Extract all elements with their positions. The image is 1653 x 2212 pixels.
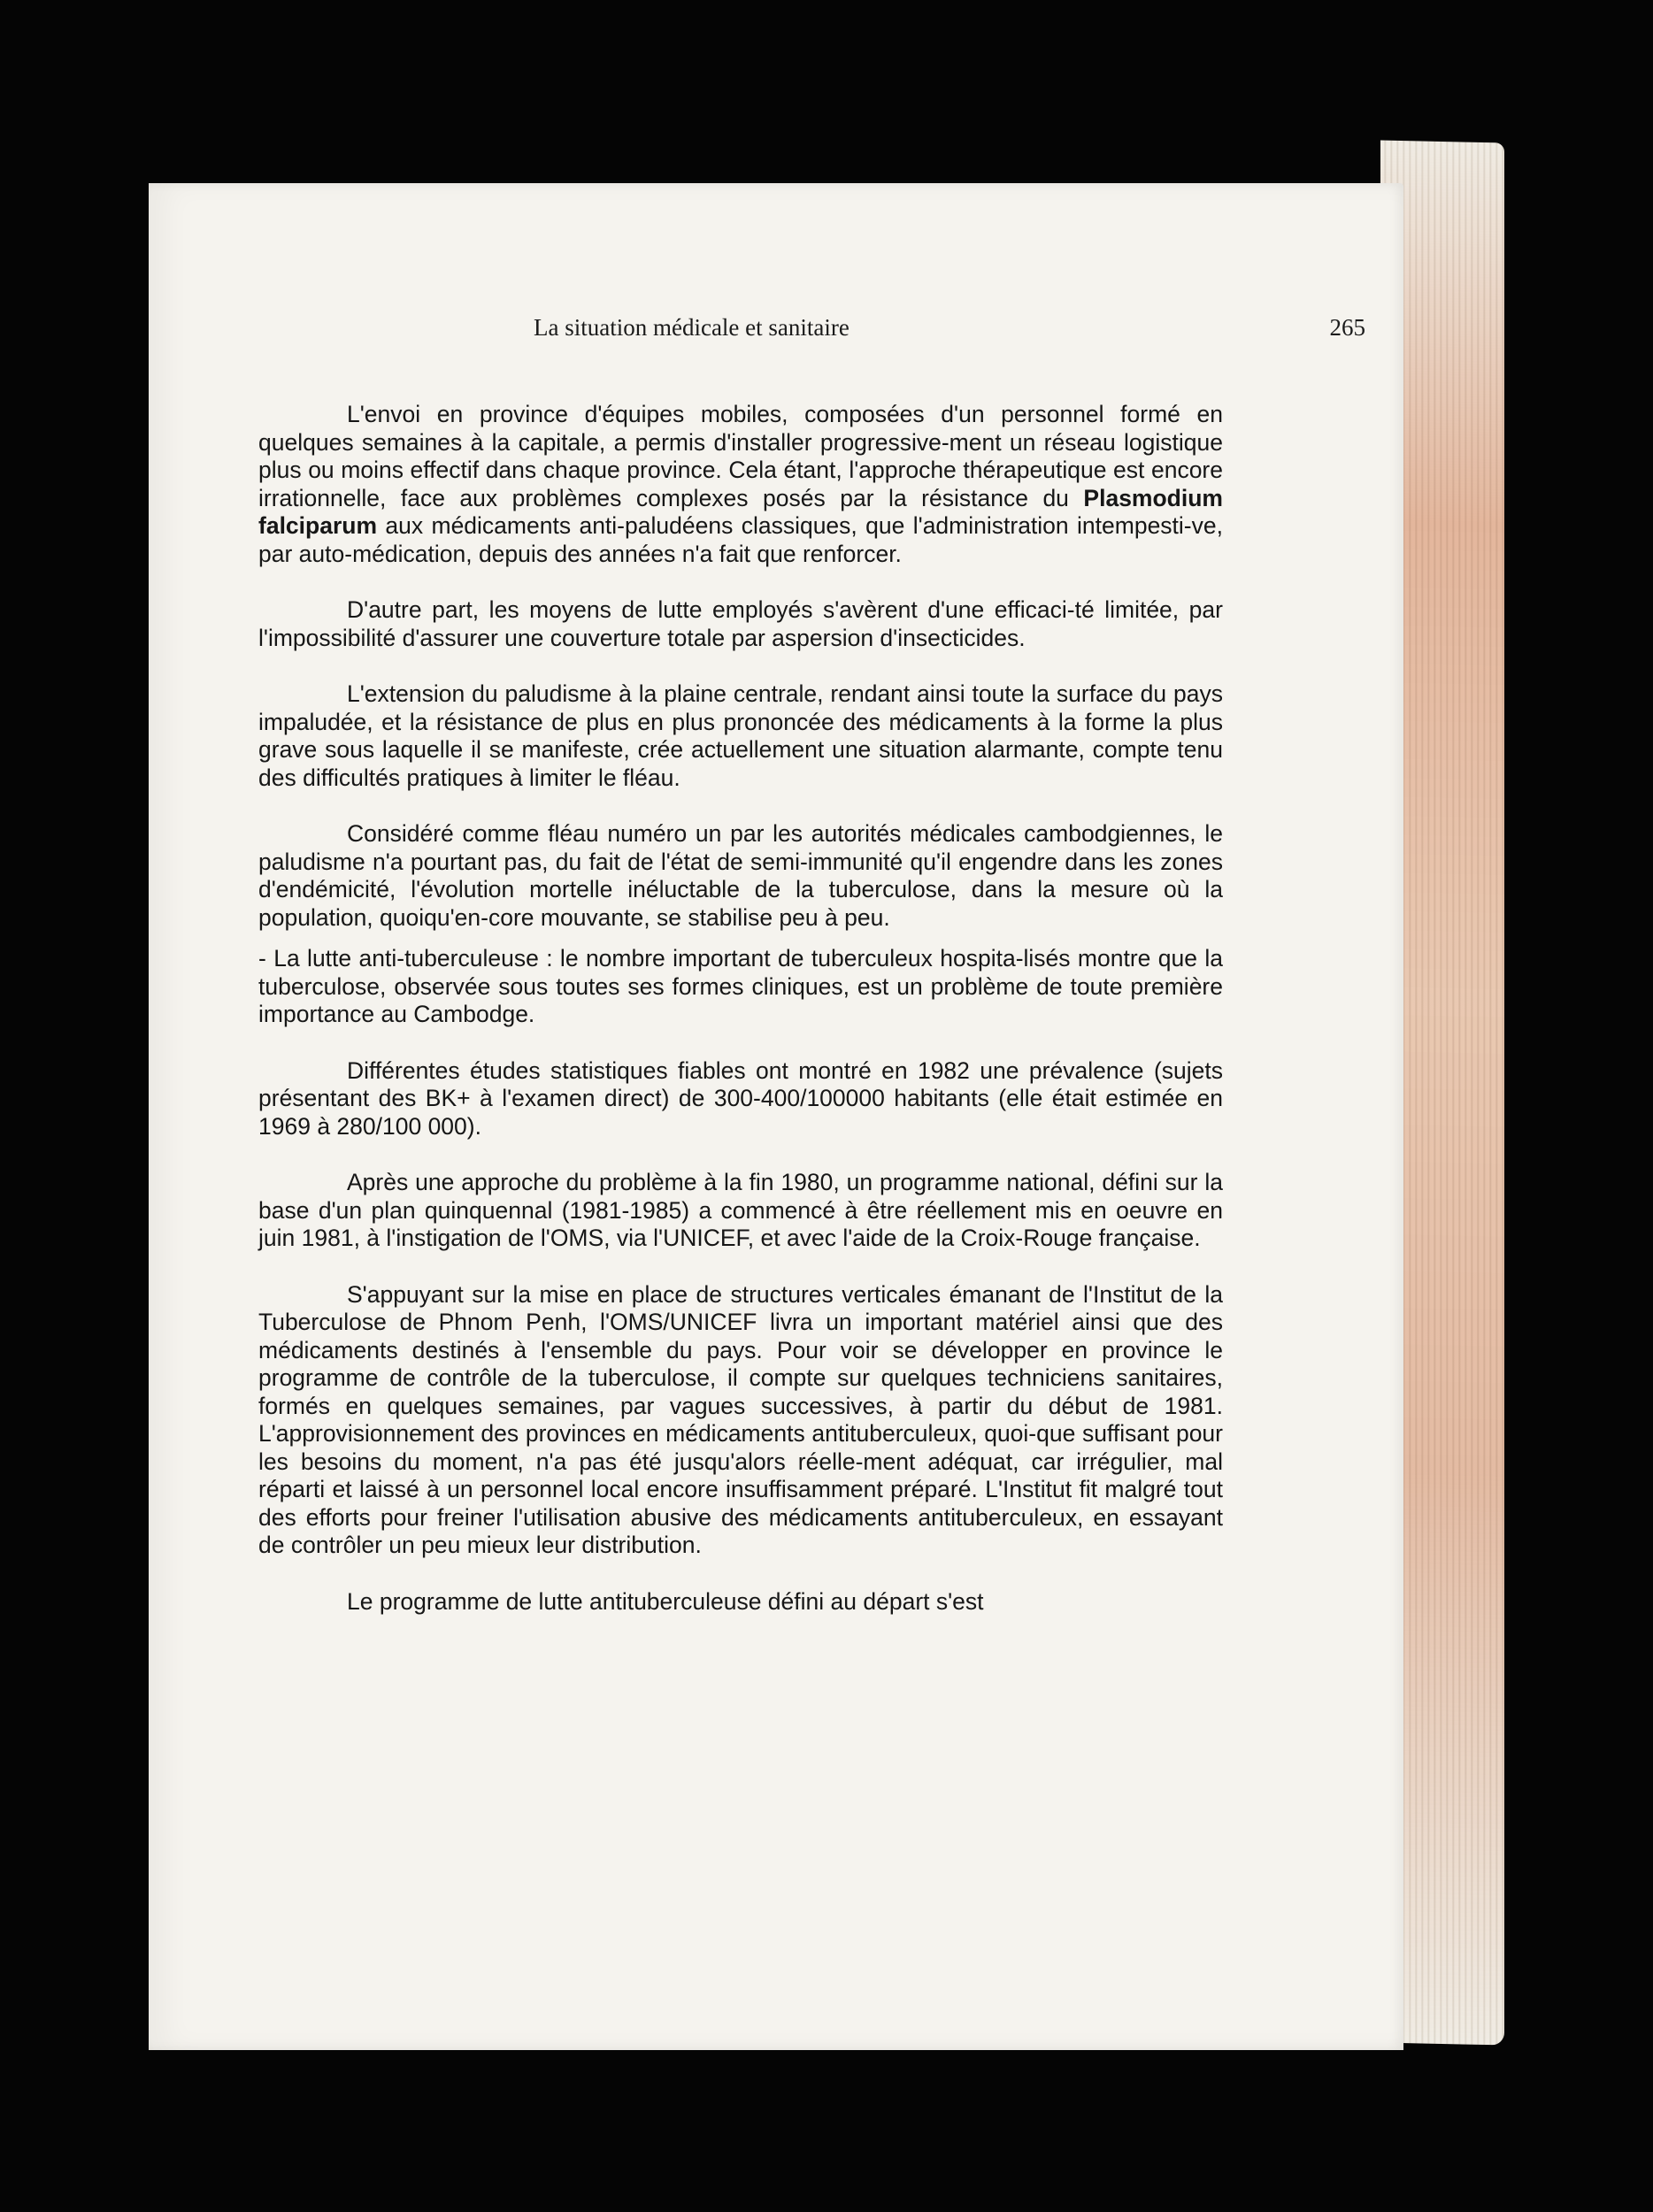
- page-number: 265: [1329, 314, 1365, 341]
- paragraph-1: [258, 401, 1223, 568]
- body-text: [258, 401, 1223, 1644]
- paragraph-9: Le programme de lutte antituberculeuse défini au départ s'est: [347, 1587, 984, 1615]
- paragraph-2: D'autre part, les moyens de lutte employés s'avèrent d'une efficaci-té limitée, par l'impossibilité d'assurer une couverture totale par aspersion d'insecticides.: [258, 596, 1223, 651]
- book-page: [149, 183, 1403, 2050]
- paragraph-1-end: aux médicaments anti-paludéens classiques, que l'administration intempesti-ve, par auto-médication, depuis des années n'a fait que renforcer.: [258, 512, 1223, 567]
- paragraph-8: S'appuyant sur la mise en place de structures verticales émanant de l'Institut de la Tuberculose de Phnom Penh, l'OMS/UNICEF livra un important matériel ainsi que des médicaments destinés à l'ensemble du pays. Pour voir se développer en province le programme de contrôle de la tuberculose, il compte sur quelques techniciens sanitaires, formés en quelques semaines, par vagues successives, à partir du début de 1981. L'approvisionnement des provinces en médicaments antituberculeux, quoi-que suffisant pour les besoins du moment, n'a pas été jusqu'alors réelle-ment adéquat, car irrégulier, mal réparti et laissé à un personnel local encore insuffisamment préparé. L'Institut fit malgré tout des efforts pour freiner l'utilisation abusive des médicaments antituberculeux, en essayant de contrôler un peu mieux leur distribution.: [258, 1280, 1223, 1558]
- paragraph-5: - La lutte anti-tuberculeuse : le nombre important de tuberculeux hospita-lisés montre que la tuberculose, observée sous toutes ses formes cliniques, est un problème de toute première importance au Cambodge.: [258, 945, 1223, 1027]
- running-title: La situation médicale et sanitaire: [534, 314, 850, 341]
- paragraph-7: Après une approche du problème à la fin 1980, un programme national, défini sur la base d'un plan quinquennal (1981-1985) a commencé à être réellement mis en oeuvre en juin 1981, à l'instigation de l'OMS, via l'UNICEF, et avec l'aide de la Croix-Rouge française.: [258, 1169, 1223, 1251]
- paragraph-6: Différentes études statistiques fiables ont montré en 1982 une prévalence (sujets présentant des BK+ à l'examen direct) de 300-400/100000 habitants (elle était estimée en 1969 à 280/100 000).: [258, 1056, 1223, 1140]
- paragraph-1-start: L'envoi en province d'équipes mobiles, composées d'un personnel formé en quelques semaines à la capitale, a permis d'installer progressive-ment un réseau logistique plus ou moins effectif dans chaque province. Cela étant, l'approche thérapeutique est encore irrationnelle, face aux problèmes complexes posés par la résistance du: [258, 401, 1223, 511]
- paragraph-3: L'extension du paludisme à la plaine centrale, rendant ainsi toute la surface du pays impaludée, et la résistance de plus en plus prononcée des médicaments à la forme la plus grave sous laquelle il se manifeste, crée actuellement une situation alarmante, compte tenu des difficultés pratiques à limiter le fléau.: [258, 680, 1223, 791]
- paragraph-1-bold-term: Plasmodium falciparum: [258, 484, 1223, 539]
- paragraph-4: Considéré comme fléau numéro un par les autorités médicales cambodgiennes, le paludisme n'a pourtant pas, du fait de l'état de semi-immunité qu'il engendre dans les zones d'endémicité, l'évolution mortelle inéluctable de la tuberculose, dans la mesure où la population, quoiqu'en-core mouvante, se stabilise peu à peu.: [258, 820, 1223, 931]
